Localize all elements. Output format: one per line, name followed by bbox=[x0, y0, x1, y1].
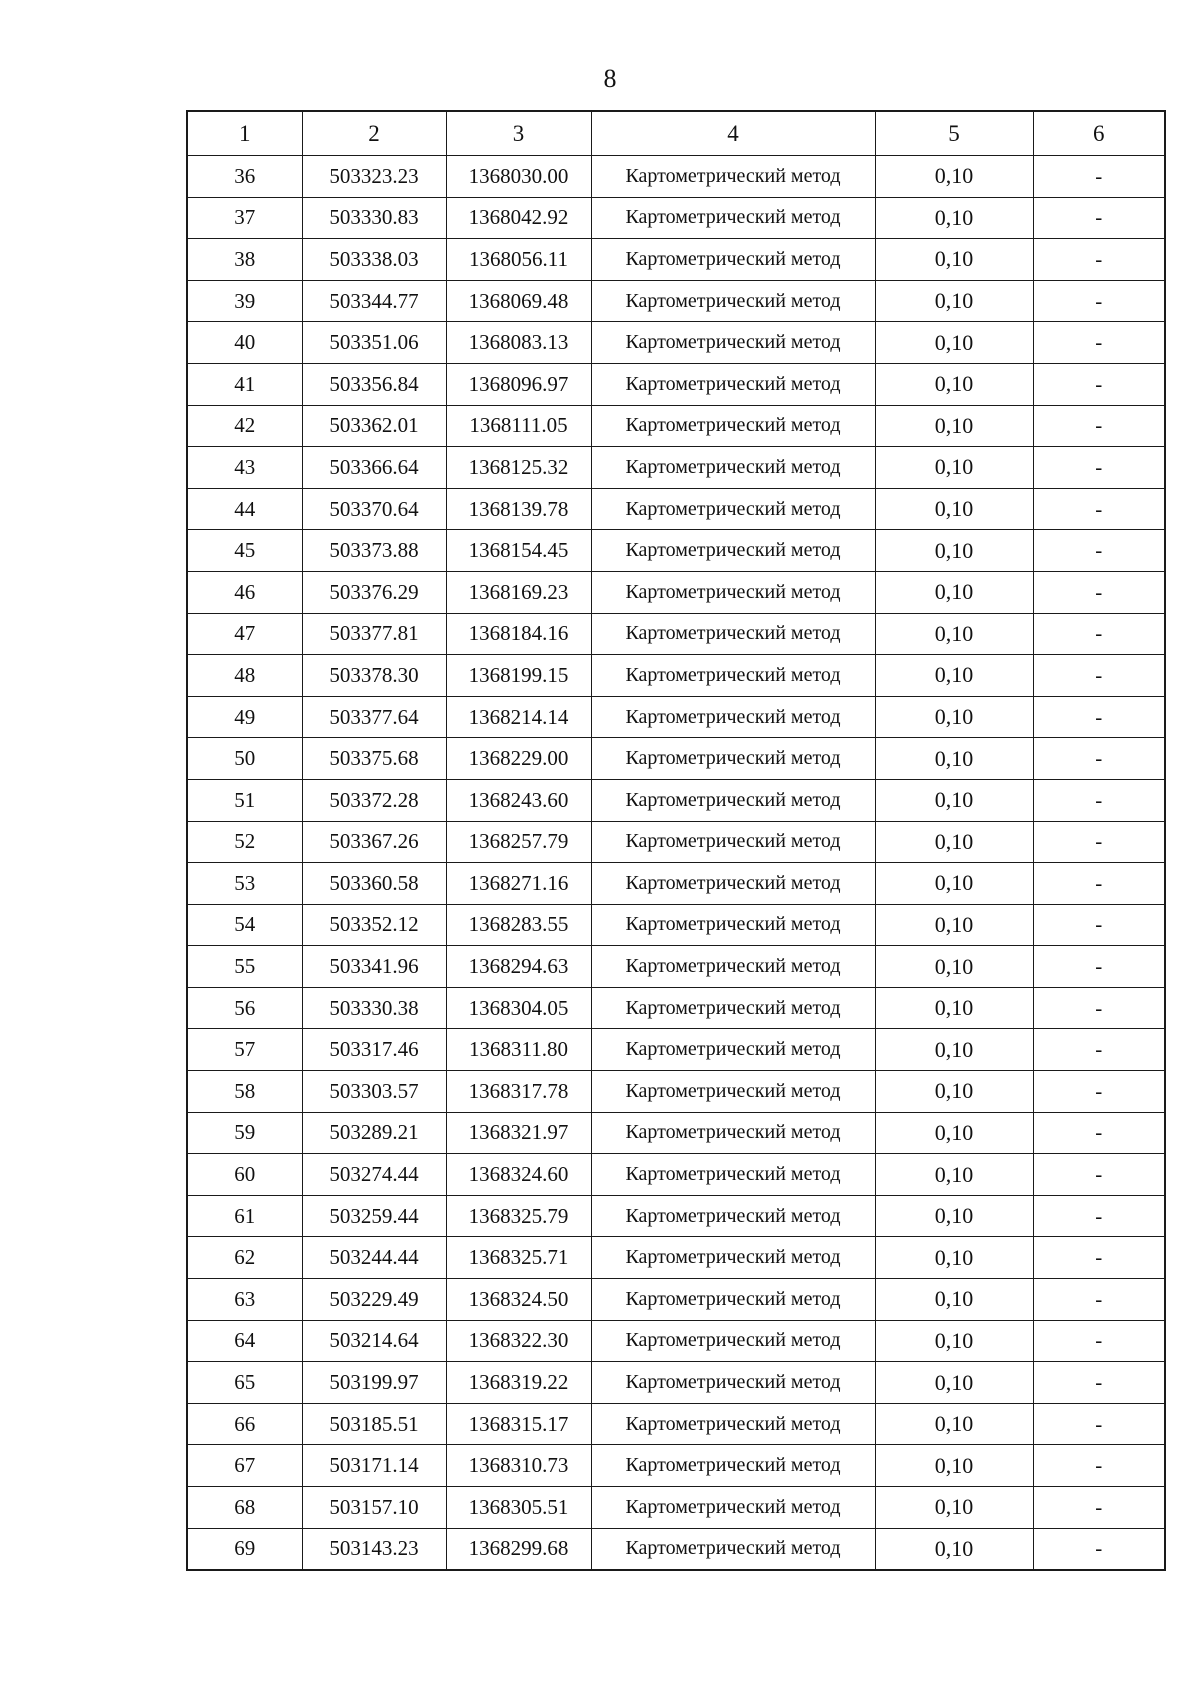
cell-note: - bbox=[1033, 405, 1165, 447]
cell-note: - bbox=[1033, 1195, 1165, 1237]
cell-x-coordinate: 503171.14 bbox=[302, 1445, 446, 1487]
cell-note: - bbox=[1033, 696, 1165, 738]
table-row bbox=[187, 1279, 1165, 1321]
cell-y-coordinate: 1368139.78 bbox=[446, 488, 591, 530]
cell-point-number: 47 bbox=[187, 613, 302, 655]
table-row bbox=[187, 363, 1165, 405]
cell-accuracy: 0,10 bbox=[875, 488, 1033, 530]
cell-note: - bbox=[1033, 280, 1165, 322]
cell-method: Картометрический метод bbox=[591, 447, 875, 489]
table-body bbox=[187, 156, 1165, 1571]
table-row bbox=[187, 1487, 1165, 1529]
column-header-3: 3 bbox=[446, 111, 591, 156]
cell-point-number: 39 bbox=[187, 280, 302, 322]
cell-method: Картометрический метод bbox=[591, 1487, 875, 1529]
cell-x-coordinate: 503274.44 bbox=[302, 1154, 446, 1196]
cell-y-coordinate: 1368056.11 bbox=[446, 239, 591, 281]
cell-x-coordinate: 503370.64 bbox=[302, 488, 446, 530]
table-row bbox=[187, 156, 1165, 198]
cell-point-number: 42 bbox=[187, 405, 302, 447]
cell-y-coordinate: 1368184.16 bbox=[446, 613, 591, 655]
cell-x-coordinate: 503367.26 bbox=[302, 821, 446, 863]
cell-y-coordinate: 1368315.17 bbox=[446, 1403, 591, 1445]
table-row bbox=[187, 1528, 1165, 1570]
cell-accuracy: 0,10 bbox=[875, 987, 1033, 1029]
cell-x-coordinate: 503344.77 bbox=[302, 280, 446, 322]
cell-accuracy: 0,10 bbox=[875, 280, 1033, 322]
cell-x-coordinate: 503373.88 bbox=[302, 530, 446, 572]
table-row bbox=[187, 530, 1165, 572]
cell-method: Картометрический метод bbox=[591, 1071, 875, 1113]
column-header-1: 1 bbox=[187, 111, 302, 156]
cell-accuracy: 0,10 bbox=[875, 405, 1033, 447]
table-row bbox=[187, 946, 1165, 988]
cell-accuracy: 0,10 bbox=[875, 863, 1033, 905]
cell-note: - bbox=[1033, 779, 1165, 821]
table-row bbox=[187, 904, 1165, 946]
table-row bbox=[187, 987, 1165, 1029]
cell-y-coordinate: 1368299.68 bbox=[446, 1528, 591, 1570]
cell-method: Картометрический метод bbox=[591, 280, 875, 322]
cell-note: - bbox=[1033, 239, 1165, 281]
cell-y-coordinate: 1368283.55 bbox=[446, 904, 591, 946]
cell-accuracy: 0,10 bbox=[875, 1154, 1033, 1196]
cell-x-coordinate: 503229.49 bbox=[302, 1279, 446, 1321]
cell-x-coordinate: 503330.83 bbox=[302, 197, 446, 239]
cell-method: Картометрический метод bbox=[591, 1362, 875, 1404]
cell-accuracy: 0,10 bbox=[875, 1279, 1033, 1321]
cell-method: Картометрический метод bbox=[591, 1112, 875, 1154]
cell-method: Картометрический метод bbox=[591, 239, 875, 281]
cell-point-number: 38 bbox=[187, 239, 302, 281]
cell-point-number: 60 bbox=[187, 1154, 302, 1196]
cell-note: - bbox=[1033, 1445, 1165, 1487]
cell-method: Картометрический метод bbox=[591, 779, 875, 821]
cell-point-number: 49 bbox=[187, 696, 302, 738]
cell-x-coordinate: 503199.97 bbox=[302, 1362, 446, 1404]
cell-x-coordinate: 503289.21 bbox=[302, 1112, 446, 1154]
cell-method: Картометрический метод bbox=[591, 1237, 875, 1279]
cell-y-coordinate: 1368317.78 bbox=[446, 1071, 591, 1113]
cell-note: - bbox=[1033, 738, 1165, 780]
cell-method: Картометрический метод bbox=[591, 1279, 875, 1321]
table-row bbox=[187, 1195, 1165, 1237]
cell-note: - bbox=[1033, 488, 1165, 530]
cell-y-coordinate: 1368310.73 bbox=[446, 1445, 591, 1487]
cell-point-number: 59 bbox=[187, 1112, 302, 1154]
cell-point-number: 53 bbox=[187, 863, 302, 905]
table-row bbox=[187, 779, 1165, 821]
table-row bbox=[187, 613, 1165, 655]
cell-note: - bbox=[1033, 1320, 1165, 1362]
table-row bbox=[187, 280, 1165, 322]
table-row bbox=[187, 863, 1165, 905]
cell-accuracy: 0,10 bbox=[875, 197, 1033, 239]
cell-point-number: 41 bbox=[187, 363, 302, 405]
table-row bbox=[187, 571, 1165, 613]
table-row bbox=[187, 821, 1165, 863]
cell-note: - bbox=[1033, 613, 1165, 655]
cell-point-number: 54 bbox=[187, 904, 302, 946]
cell-y-coordinate: 1368294.63 bbox=[446, 946, 591, 988]
cell-method: Картометрический метод bbox=[591, 322, 875, 364]
cell-method: Картометрический метод bbox=[591, 363, 875, 405]
cell-x-coordinate: 503351.06 bbox=[302, 322, 446, 364]
cell-accuracy: 0,10 bbox=[875, 738, 1033, 780]
cell-y-coordinate: 1368229.00 bbox=[446, 738, 591, 780]
cell-x-coordinate: 503378.30 bbox=[302, 655, 446, 697]
cell-point-number: 61 bbox=[187, 1195, 302, 1237]
cell-point-number: 37 bbox=[187, 197, 302, 239]
cell-accuracy: 0,10 bbox=[875, 946, 1033, 988]
cell-accuracy: 0,10 bbox=[875, 322, 1033, 364]
table-header bbox=[187, 111, 1165, 156]
table-row bbox=[187, 696, 1165, 738]
cell-note: - bbox=[1033, 863, 1165, 905]
cell-y-coordinate: 1368321.97 bbox=[446, 1112, 591, 1154]
cell-note: - bbox=[1033, 655, 1165, 697]
cell-method: Картометрический метод bbox=[591, 1445, 875, 1487]
cell-accuracy: 0,10 bbox=[875, 655, 1033, 697]
cell-point-number: 66 bbox=[187, 1403, 302, 1445]
table-row bbox=[187, 1403, 1165, 1445]
cell-method: Картометрический метод bbox=[591, 1195, 875, 1237]
cell-method: Картометрический метод bbox=[591, 530, 875, 572]
cell-y-coordinate: 1368199.15 bbox=[446, 655, 591, 697]
cell-method: Картометрический метод bbox=[591, 987, 875, 1029]
column-header-4: 4 bbox=[591, 111, 875, 156]
cell-x-coordinate: 503244.44 bbox=[302, 1237, 446, 1279]
cell-accuracy: 0,10 bbox=[875, 239, 1033, 281]
cell-y-coordinate: 1368169.23 bbox=[446, 571, 591, 613]
cell-x-coordinate: 503323.23 bbox=[302, 156, 446, 198]
cell-method: Картометрический метод bbox=[591, 1320, 875, 1362]
cell-note: - bbox=[1033, 1112, 1165, 1154]
cell-method: Картометрический метод bbox=[591, 738, 875, 780]
column-header-5: 5 bbox=[875, 111, 1033, 156]
cell-point-number: 36 bbox=[187, 156, 302, 198]
cell-x-coordinate: 503377.64 bbox=[302, 696, 446, 738]
cell-y-coordinate: 1368125.32 bbox=[446, 447, 591, 489]
table-row bbox=[187, 322, 1165, 364]
cell-point-number: 56 bbox=[187, 987, 302, 1029]
cell-accuracy: 0,10 bbox=[875, 1445, 1033, 1487]
cell-point-number: 58 bbox=[187, 1071, 302, 1113]
cell-x-coordinate: 503143.23 bbox=[302, 1528, 446, 1570]
cell-point-number: 63 bbox=[187, 1279, 302, 1321]
cell-point-number: 67 bbox=[187, 1445, 302, 1487]
cell-x-coordinate: 503303.57 bbox=[302, 1071, 446, 1113]
cell-note: - bbox=[1033, 447, 1165, 489]
cell-y-coordinate: 1368325.79 bbox=[446, 1195, 591, 1237]
cell-method: Картометрический метод bbox=[591, 904, 875, 946]
cell-x-coordinate: 503185.51 bbox=[302, 1403, 446, 1445]
cell-note: - bbox=[1033, 363, 1165, 405]
cell-point-number: 46 bbox=[187, 571, 302, 613]
cell-x-coordinate: 503356.84 bbox=[302, 363, 446, 405]
cell-y-coordinate: 1368319.22 bbox=[446, 1362, 591, 1404]
cell-note: - bbox=[1033, 1403, 1165, 1445]
cell-y-coordinate: 1368257.79 bbox=[446, 821, 591, 863]
cell-note: - bbox=[1033, 904, 1165, 946]
cell-y-coordinate: 1368214.14 bbox=[446, 696, 591, 738]
cell-accuracy: 0,10 bbox=[875, 1528, 1033, 1570]
cell-accuracy: 0,10 bbox=[875, 1112, 1033, 1154]
cell-method: Картометрический метод bbox=[591, 156, 875, 198]
table-row bbox=[187, 1237, 1165, 1279]
cell-accuracy: 0,10 bbox=[875, 821, 1033, 863]
cell-x-coordinate: 503352.12 bbox=[302, 904, 446, 946]
table-row bbox=[187, 1445, 1165, 1487]
cell-method: Картометрический метод bbox=[591, 1528, 875, 1570]
header-row bbox=[187, 111, 1165, 156]
cell-note: - bbox=[1033, 1029, 1165, 1071]
table-row bbox=[187, 1154, 1165, 1196]
cell-method: Картометрический метод bbox=[591, 1154, 875, 1196]
cell-method: Картометрический метод bbox=[591, 571, 875, 613]
cell-method: Картометрический метод bbox=[591, 1029, 875, 1071]
column-header-2: 2 bbox=[302, 111, 446, 156]
cell-y-coordinate: 1368096.97 bbox=[446, 363, 591, 405]
cell-note: - bbox=[1033, 156, 1165, 198]
cell-accuracy: 0,10 bbox=[875, 613, 1033, 655]
cell-note: - bbox=[1033, 1362, 1165, 1404]
cell-point-number: 43 bbox=[187, 447, 302, 489]
cell-point-number: 55 bbox=[187, 946, 302, 988]
table-row bbox=[187, 447, 1165, 489]
cell-x-coordinate: 503259.44 bbox=[302, 1195, 446, 1237]
cell-accuracy: 0,10 bbox=[875, 447, 1033, 489]
cell-y-coordinate: 1368304.05 bbox=[446, 987, 591, 1029]
cell-accuracy: 0,10 bbox=[875, 1029, 1033, 1071]
cell-accuracy: 0,10 bbox=[875, 904, 1033, 946]
cell-x-coordinate: 503376.29 bbox=[302, 571, 446, 613]
cell-y-coordinate: 1368271.16 bbox=[446, 863, 591, 905]
cell-accuracy: 0,10 bbox=[875, 1237, 1033, 1279]
cell-x-coordinate: 503330.38 bbox=[302, 987, 446, 1029]
cell-accuracy: 0,10 bbox=[875, 1403, 1033, 1445]
cell-point-number: 57 bbox=[187, 1029, 302, 1071]
cell-method: Картометрический метод bbox=[591, 821, 875, 863]
cell-x-coordinate: 503362.01 bbox=[302, 405, 446, 447]
table-row bbox=[187, 1362, 1165, 1404]
cell-y-coordinate: 1368311.80 bbox=[446, 1029, 591, 1071]
cell-method: Картометрический метод bbox=[591, 1403, 875, 1445]
column-header-6: 6 bbox=[1033, 111, 1165, 156]
cell-note: - bbox=[1033, 1528, 1165, 1570]
cell-x-coordinate: 503360.58 bbox=[302, 863, 446, 905]
cell-note: - bbox=[1033, 821, 1165, 863]
table-row bbox=[187, 1029, 1165, 1071]
cell-point-number: 52 bbox=[187, 821, 302, 863]
cell-x-coordinate: 503338.03 bbox=[302, 239, 446, 281]
cell-method: Картометрический метод bbox=[591, 613, 875, 655]
cell-point-number: 62 bbox=[187, 1237, 302, 1279]
table-row bbox=[187, 405, 1165, 447]
cell-point-number: 40 bbox=[187, 322, 302, 364]
table-row bbox=[187, 197, 1165, 239]
cell-x-coordinate: 503157.10 bbox=[302, 1487, 446, 1529]
cell-note: - bbox=[1033, 1279, 1165, 1321]
coordinates-table bbox=[186, 110, 1166, 1571]
page-number: 8 bbox=[603, 64, 617, 93]
cell-y-coordinate: 1368305.51 bbox=[446, 1487, 591, 1529]
cell-method: Картометрический метод bbox=[591, 696, 875, 738]
cell-point-number: 65 bbox=[187, 1362, 302, 1404]
cell-accuracy: 0,10 bbox=[875, 1320, 1033, 1362]
cell-method: Картометрический метод bbox=[591, 405, 875, 447]
cell-note: - bbox=[1033, 322, 1165, 364]
table-row bbox=[187, 1320, 1165, 1362]
table-row bbox=[187, 655, 1165, 697]
cell-y-coordinate: 1368324.60 bbox=[446, 1154, 591, 1196]
cell-x-coordinate: 503375.68 bbox=[302, 738, 446, 780]
cell-note: - bbox=[1033, 946, 1165, 988]
cell-accuracy: 0,10 bbox=[875, 696, 1033, 738]
cell-point-number: 44 bbox=[187, 488, 302, 530]
cell-accuracy: 0,10 bbox=[875, 156, 1033, 198]
cell-note: - bbox=[1033, 1237, 1165, 1279]
cell-point-number: 69 bbox=[187, 1528, 302, 1570]
cell-y-coordinate: 1368042.92 bbox=[446, 197, 591, 239]
cell-point-number: 45 bbox=[187, 530, 302, 572]
cell-note: - bbox=[1033, 571, 1165, 613]
table-row bbox=[187, 1112, 1165, 1154]
table-row bbox=[187, 738, 1165, 780]
cell-method: Картометрический метод bbox=[591, 197, 875, 239]
cell-y-coordinate: 1368322.30 bbox=[446, 1320, 591, 1362]
cell-note: - bbox=[1033, 987, 1165, 1029]
cell-note: - bbox=[1033, 1487, 1165, 1529]
cell-accuracy: 0,10 bbox=[875, 1487, 1033, 1529]
cell-y-coordinate: 1368083.13 bbox=[446, 322, 591, 364]
cell-accuracy: 0,10 bbox=[875, 1071, 1033, 1113]
cell-accuracy: 0,10 bbox=[875, 363, 1033, 405]
table-row bbox=[187, 1071, 1165, 1113]
cell-note: - bbox=[1033, 530, 1165, 572]
cell-x-coordinate: 503317.46 bbox=[302, 1029, 446, 1071]
table-row bbox=[187, 239, 1165, 281]
cell-x-coordinate: 503372.28 bbox=[302, 779, 446, 821]
cell-method: Картометрический метод bbox=[591, 488, 875, 530]
cell-point-number: 51 bbox=[187, 779, 302, 821]
cell-accuracy: 0,10 bbox=[875, 1362, 1033, 1404]
cell-accuracy: 0,10 bbox=[875, 571, 1033, 613]
cell-method: Картометрический метод bbox=[591, 655, 875, 697]
cell-y-coordinate: 1368030.00 bbox=[446, 156, 591, 198]
cell-y-coordinate: 1368243.60 bbox=[446, 779, 591, 821]
cell-point-number: 64 bbox=[187, 1320, 302, 1362]
cell-y-coordinate: 1368325.71 bbox=[446, 1237, 591, 1279]
cell-point-number: 68 bbox=[187, 1487, 302, 1529]
cell-x-coordinate: 503377.81 bbox=[302, 613, 446, 655]
cell-point-number: 48 bbox=[187, 655, 302, 697]
cell-y-coordinate: 1368111.05 bbox=[446, 405, 591, 447]
cell-note: - bbox=[1033, 197, 1165, 239]
cell-accuracy: 0,10 bbox=[875, 779, 1033, 821]
cell-x-coordinate: 503366.64 bbox=[302, 447, 446, 489]
cell-accuracy: 0,10 bbox=[875, 530, 1033, 572]
cell-method: Картометрический метод bbox=[591, 946, 875, 988]
cell-point-number: 50 bbox=[187, 738, 302, 780]
cell-accuracy: 0,10 bbox=[875, 1195, 1033, 1237]
cell-x-coordinate: 503214.64 bbox=[302, 1320, 446, 1362]
cell-x-coordinate: 503341.96 bbox=[302, 946, 446, 988]
cell-method: Картометрический метод bbox=[591, 863, 875, 905]
table-row bbox=[187, 488, 1165, 530]
cell-y-coordinate: 1368324.50 bbox=[446, 1279, 591, 1321]
cell-note: - bbox=[1033, 1071, 1165, 1113]
cell-y-coordinate: 1368154.45 bbox=[446, 530, 591, 572]
cell-y-coordinate: 1368069.48 bbox=[446, 280, 591, 322]
cell-note: - bbox=[1033, 1154, 1165, 1196]
